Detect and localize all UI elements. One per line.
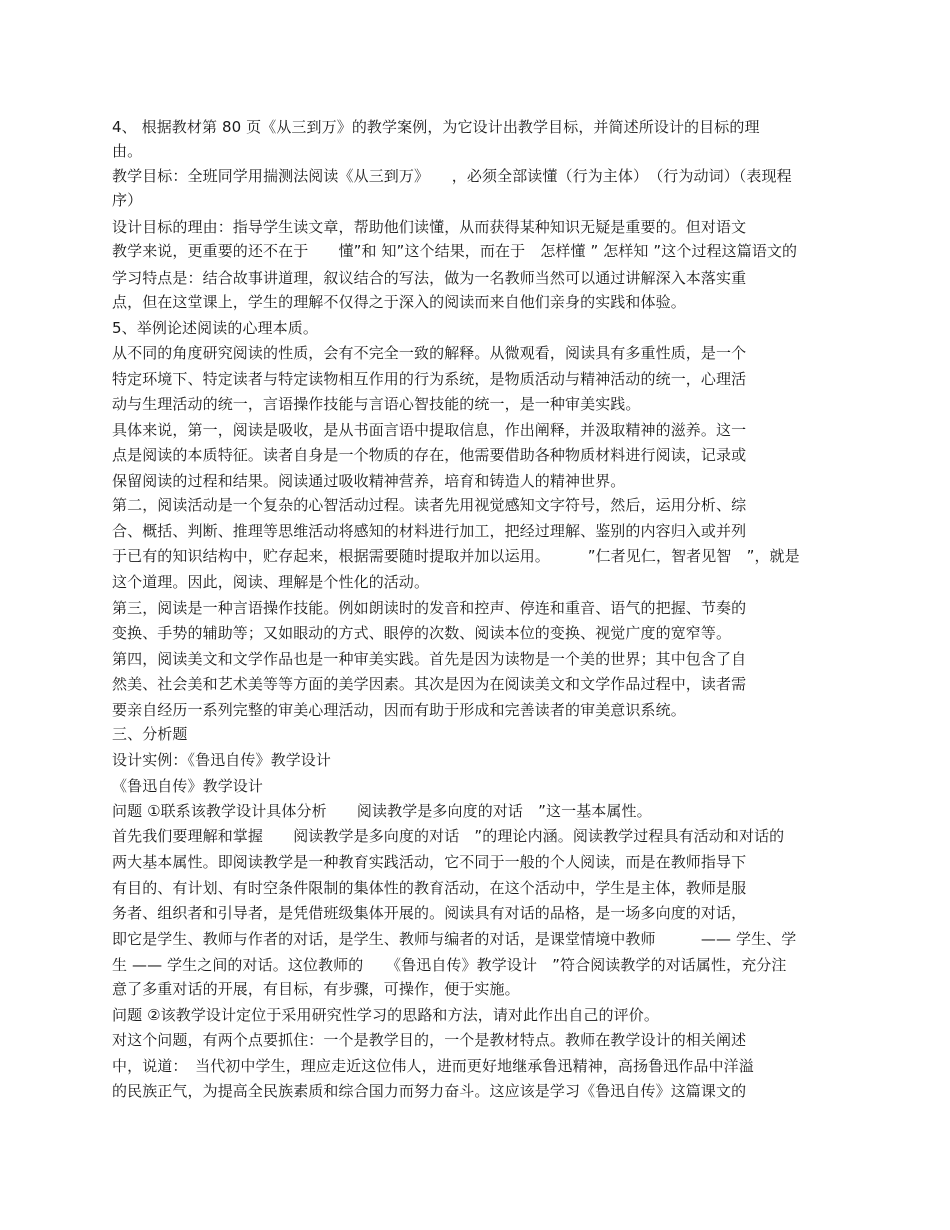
text-line: 要亲自经历一系列完整的审美心理活动，因而有助于形成和完善读者的审美意识系统。: [112, 701, 686, 719]
text-line: 学习特点是：结合故事讲道理，叙议结合的写法，做为一名教师当然可以通过讲解深入本落实重: [112, 269, 747, 287]
text-line: 点，但在这堂课上，学生的理解不仅得之于深入的阅读而来自他们亲身的实践和体验。: [112, 293, 686, 311]
text-line: 动与生理活动的统一，言语操作技能与言语心智技能的统一，是一种审美实践。: [112, 395, 641, 413]
text-line: 由。: [112, 142, 143, 160]
text-line: 于已有的知识结构中，贮存起来，根据需要随时提取并加以运用。 ”仁者见仁，智者见智 ”，就是: [112, 547, 800, 565]
text-line: 第四，阅读美文和文学作品也是一种审美实践。首先是因为读物是一个美的世界；其中包含了自: [112, 650, 747, 668]
text-line: 教学目标：全班同学用揣测法阅读《从三到万》 ，必须全部读懂（行为主体） （行为动词）（表现程: [112, 167, 792, 185]
section-heading: 5、举例论述阅读的心理本质。: [112, 319, 318, 337]
text-line: 两大基本属性。即阅读教学是一种教育实践活动，它不同于一般的个人阅读，而是在教师指导下: [112, 853, 747, 871]
text-line: 合、概括、判断、推理等思维活动将感知的材料进行加工，把经过理解、鉴别的内容归入或并列: [112, 522, 747, 540]
text-line: 的民族正气，为提高全民族素质和综合国力而努力奋斗。这应该是学习《鲁迅自传》这篇课文的: [112, 1082, 747, 1100]
text-line: 具体来说，第一，阅读是吸收，是从书面言语中提取信息，作出阐释，并汲取精神的滋养。这一: [112, 421, 747, 439]
text-line: 生 —— 学生之间的对话。这位教师的 《鲁迅自传》教学设计 ”符合阅读教学的对话属性，充分注: [112, 956, 787, 974]
text-line: 问题 ①联系该教学设计具体分析 阅读教学是多向度的对话 ”这一基本属性。: [112, 802, 652, 820]
text-line: 点是阅读的本质特征。读者自身是一个物质的存在，他需要借助各种物质材料进行阅读，记录或: [112, 446, 747, 464]
text-line: 首先我们要理解和掌握 阅读教学是多向度的对话 ”的理论内涵。阅读教学过程具有活动和对话的: [112, 827, 785, 845]
text-line: 第二，阅读活动是一个复杂的心智活动过程。读者先用视觉感知文字符号，然后，运用分析、综: [112, 496, 747, 514]
text-line: 设计实例：《鲁迅自传》教学设计: [112, 751, 332, 769]
text-line: 有目的、有计划、有时空条件限制的集体性的教育活动，在这个活动中，学生是主体，教师是服: [112, 879, 747, 897]
text-line: 保留阅读的过程和结果。阅读通过吸收精神营养，培育和铸造人的精神世界。: [112, 472, 626, 490]
text-line: 然美、社会美和艺术美等等方面的美学因素。其次是因为在阅读美文和文学作品过程中，读者需: [112, 675, 747, 693]
section-heading: 三、分析题: [112, 725, 188, 743]
text-line: 即它是学生、教师与作者的对话，是学生、教师与编者的对话，是课堂情境中教师 —— 学生、学: [112, 930, 797, 948]
text-line: 这个道理。因此，阅读、理解是个性化的活动。: [112, 573, 430, 591]
text-line: 第三，阅读是一种言语操作技能。例如朗读时的发音和控声、停连和重音、语气的把握、节奏的: [112, 599, 747, 617]
text-line: 教学来说，更重要的还不在于 懂”和 知”这个结果，而在于 怎样懂 ” 怎样知 ”这个过程这篇语文的: [112, 242, 798, 260]
text-line: 从不同的角度研究阅读的性质，会有不完全一致的解释。从微观看，阅读具有多重性质，是一个: [112, 344, 747, 362]
text-line: 务者、组织者和引导者，是凭借班级集体开展的。阅读具有对话的品格，是一场多向度的对话，: [112, 904, 747, 922]
text-line: 序）: [112, 191, 143, 209]
text-line: 变换、手势的辅助等；又如眼动的方式、眼停的次数、阅读本位的变换、视觉广度的宽窄等。: [112, 624, 732, 642]
text-line: 特定环境下、特定读者与特定读物相互作用的行为系统，是物质活动与精神活动的统一，心理活: [112, 370, 747, 388]
text-line: 《鲁迅自传》教学设计: [112, 777, 264, 795]
text-line: 意了多重对话的开展，有目标，有步骤，可操作，便于实施。: [112, 980, 520, 998]
text-line: 问题 ②该教学设计定位于采用研究性学习的思路和方法，请对此作出自己的评价。: [112, 1006, 659, 1024]
text-line: 设计目标的理由：指导学生读文章，帮助他们读懂，从而获得某种知识无疑是重要的。但对语文: [112, 218, 747, 236]
text-line: 4、 根据教材第 80 页《从三到万》的教学案例，为它设计出教学目标，并简述所设计的目标的理: [112, 118, 760, 136]
text-line: 中，说道： 当代初中学生，理应走近这位伟人，进而更好地继承鲁迅精神，高扬鲁迅作品中洋溢: [112, 1057, 754, 1075]
text-line: 对这个问题，有两个点要抓住：一个是教学目的，一个是教材特点。教师在教学设计的相关阐述: [112, 1031, 747, 1049]
